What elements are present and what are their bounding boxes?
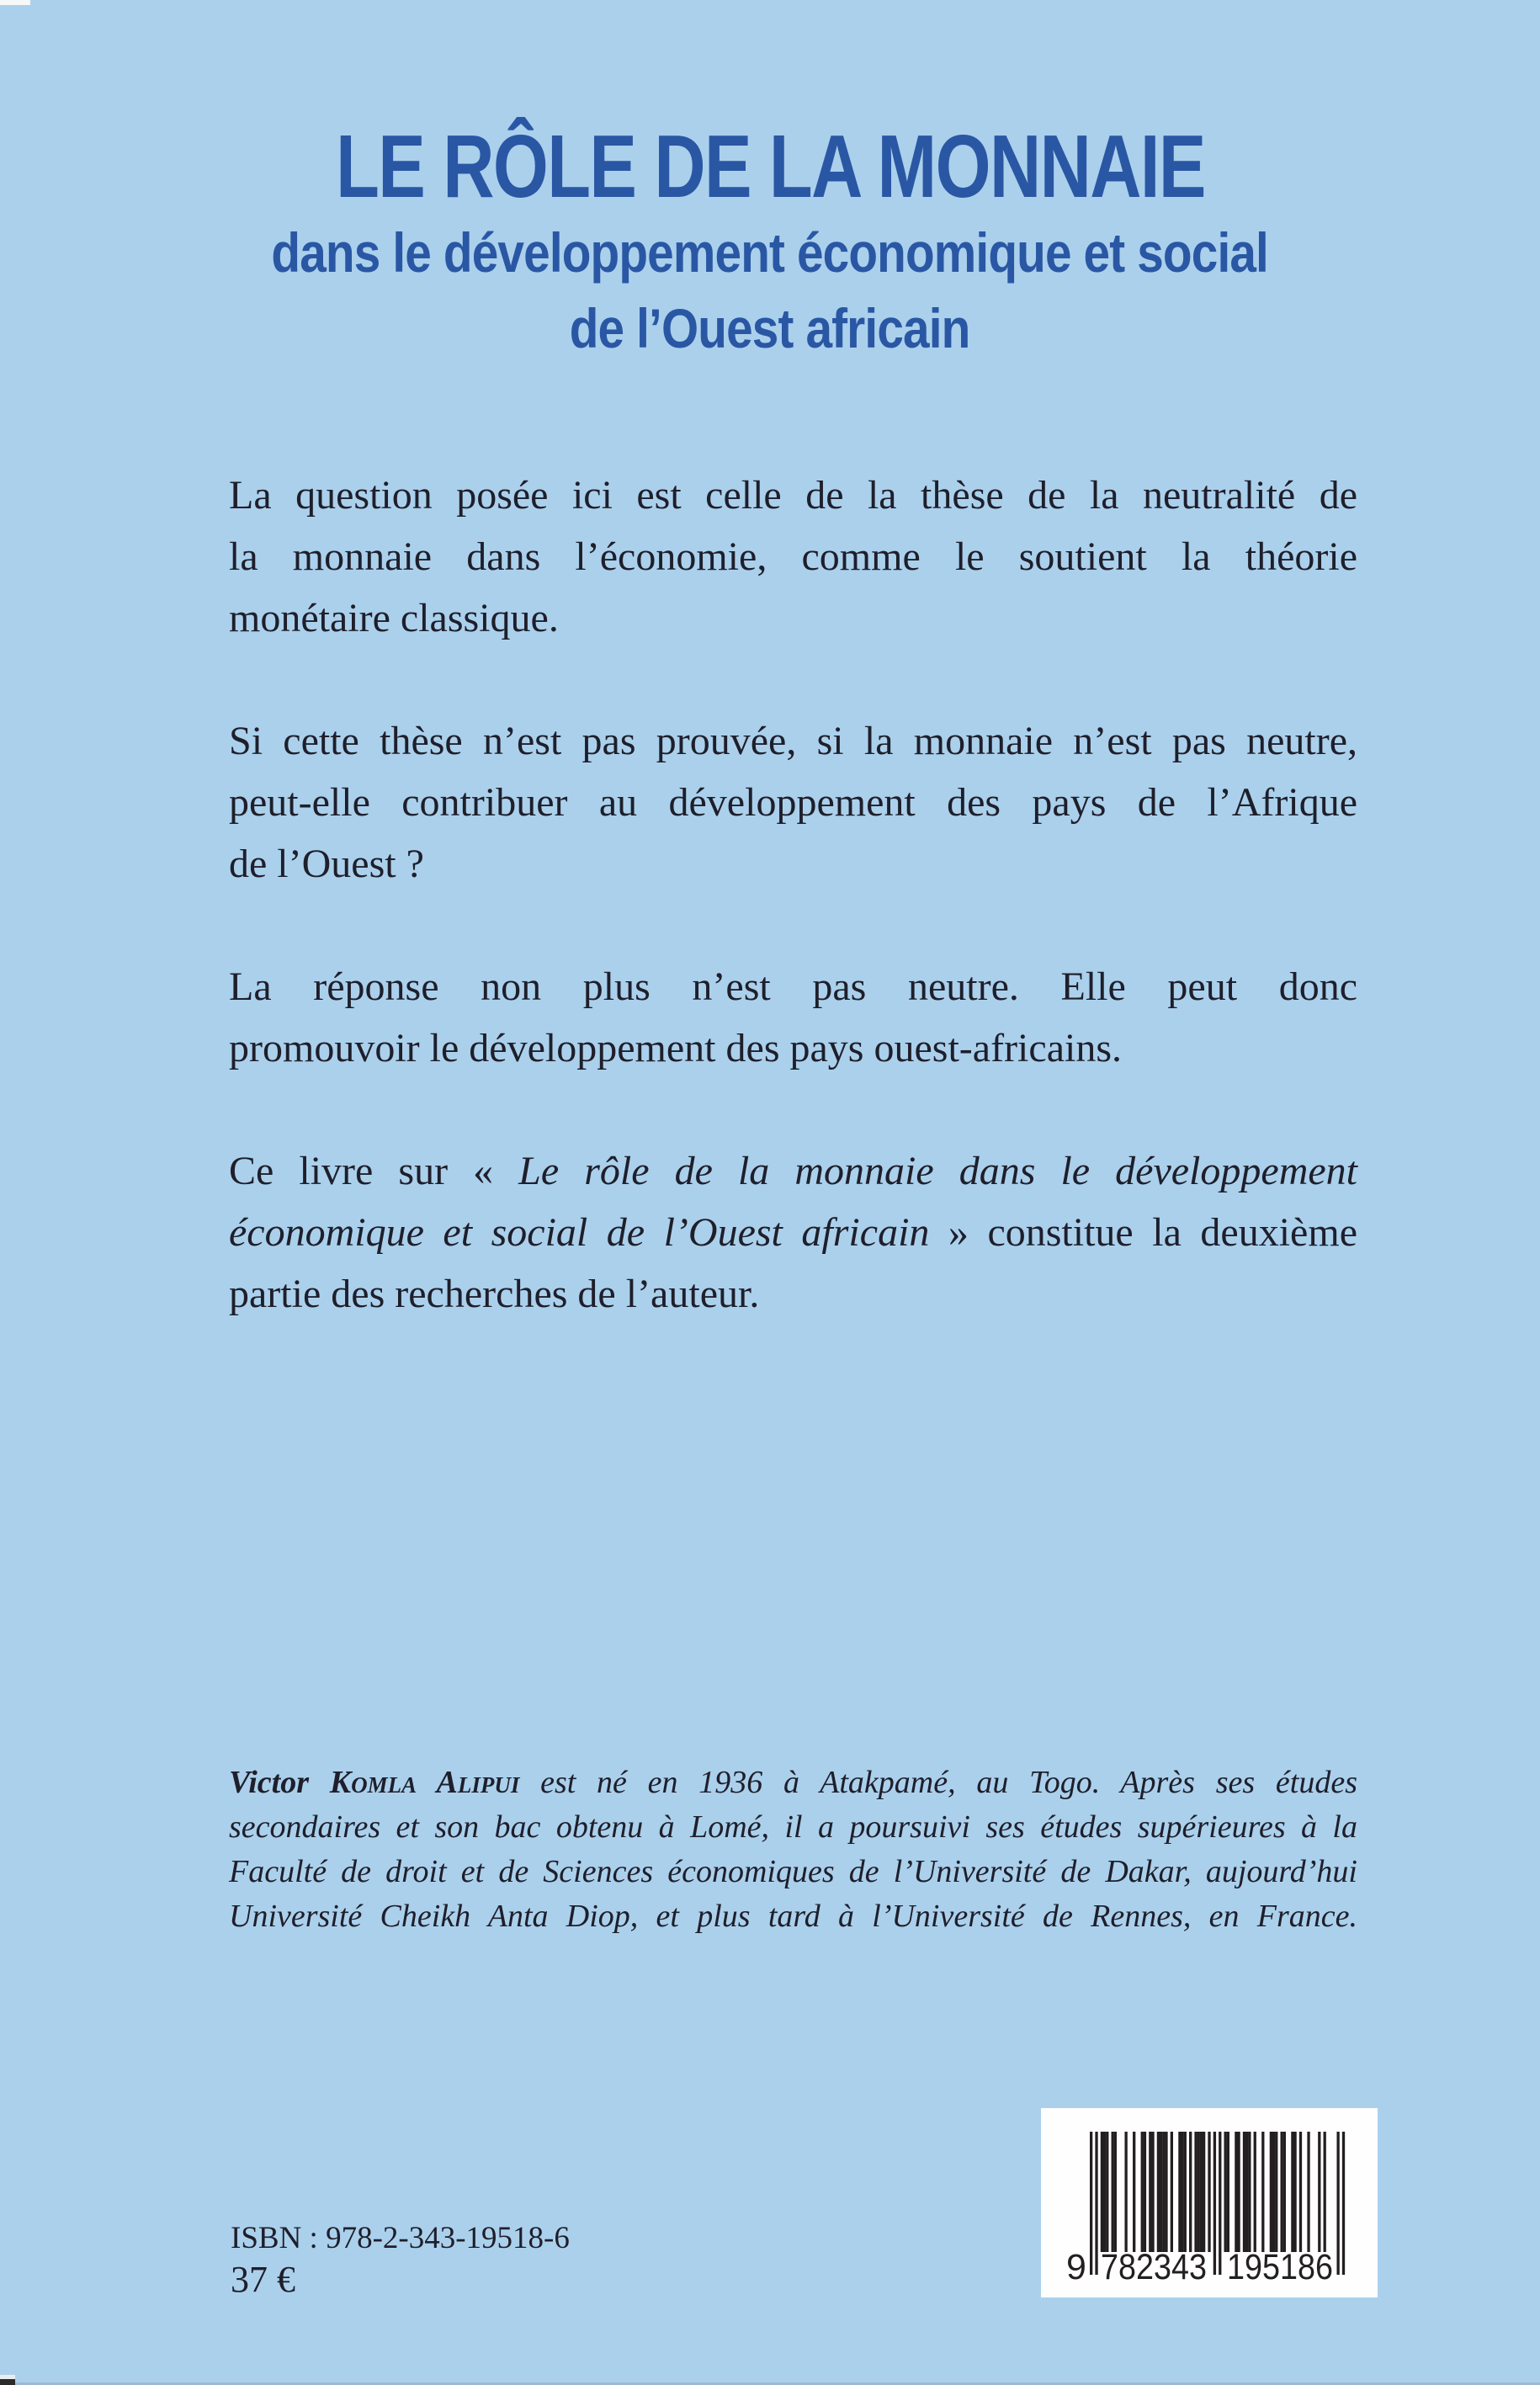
author-bio xyxy=(229,1761,1357,1939)
text-segment: de l’Ouest ? xyxy=(229,842,424,886)
text-segment: Komla Alipui xyxy=(329,1765,520,1800)
paragraph xyxy=(229,956,1357,1079)
text-line xyxy=(229,1805,1357,1850)
text-segment: La question posée ici est celle de la thèse de la neutralité de xyxy=(229,473,1357,518)
paragraph xyxy=(229,1140,1357,1325)
barcode xyxy=(1041,2108,1378,2297)
text-line xyxy=(229,956,1357,1017)
text-line xyxy=(229,710,1357,772)
text-line xyxy=(229,1140,1357,1202)
text-line xyxy=(229,1202,1357,1263)
synopsis xyxy=(229,465,1357,1386)
text-segment: Si cette thèse n’est pas prouvée, si la monnaie n’est pas neutre, xyxy=(229,719,1357,763)
text-line xyxy=(229,1263,1357,1325)
text-segment: économique et social de l’Ouest africain xyxy=(229,1210,930,1255)
text-line xyxy=(229,833,1357,895)
paragraph xyxy=(229,710,1357,895)
text-segment: partie des recherches de l’auteur. xyxy=(229,1272,760,1316)
isbn-number: ISBN : 978-2-343-19518-6 xyxy=(231,2221,570,2255)
text-segment: Université Cheikh Anta Diop, et plus tard à l’Université de Rennes, en France. xyxy=(229,1899,1357,1934)
text-line xyxy=(229,1850,1357,1894)
book-subtitle-line-2: de l’Ouest africain xyxy=(570,297,970,359)
barcode-image xyxy=(1041,2108,1378,2297)
text-line xyxy=(229,587,1357,649)
text-line xyxy=(229,1894,1357,1939)
text-segment: Ce livre sur « xyxy=(229,1149,519,1193)
text-segment: promouvoir le développement des pays ouest-africains. xyxy=(229,1026,1123,1070)
svg-text:195186: 195186 xyxy=(1227,2247,1333,2287)
svg-text:782343: 782343 xyxy=(1101,2247,1207,2287)
isbn-block xyxy=(231,2218,570,2302)
text-segment: La réponse non plus n’est pas neutre. Elle peut donc xyxy=(229,964,1357,1009)
scan-artifact-top-left xyxy=(0,0,30,5)
svg-text:9: 9 xyxy=(1066,2247,1086,2287)
book-subtitle-line-1: dans le développement économique et social xyxy=(271,221,1269,284)
text-segment: Le rôle de la monnaie dans le développement xyxy=(518,1149,1357,1193)
text-line xyxy=(229,526,1357,587)
text-segment: secondaires et son bac obtenu à Lomé, il a poursuivi ses études supérieures à la xyxy=(229,1809,1357,1845)
text-segment: peut-elle contribuer au développement des pays de l’Afrique xyxy=(229,780,1357,825)
text-segment: est né en 1936 à Atakpamé, au Togo. Après ses études xyxy=(519,1765,1357,1800)
paragraph xyxy=(229,465,1357,649)
text-segment: » constitue la deuxième xyxy=(929,1210,1357,1255)
price: 37 € xyxy=(231,2259,295,2300)
text-segment: monétaire classique. xyxy=(229,596,559,640)
text-line xyxy=(229,465,1357,526)
text-line xyxy=(229,772,1357,833)
text-segment: Faculté de droit et de Sciences économiques de l’Université de Dakar, aujourd’hui xyxy=(229,1854,1357,1889)
text-segment: la monnaie dans l’économie, comme le soutient la théorie xyxy=(229,534,1357,579)
text-segment: Victor xyxy=(229,1765,330,1800)
text-line xyxy=(229,1017,1357,1079)
scan-artifact-bottom-left-black xyxy=(0,2379,15,2385)
book-title: LE RÔLE DE LA MONNAIE xyxy=(335,117,1205,216)
text-line xyxy=(229,1761,1357,1805)
